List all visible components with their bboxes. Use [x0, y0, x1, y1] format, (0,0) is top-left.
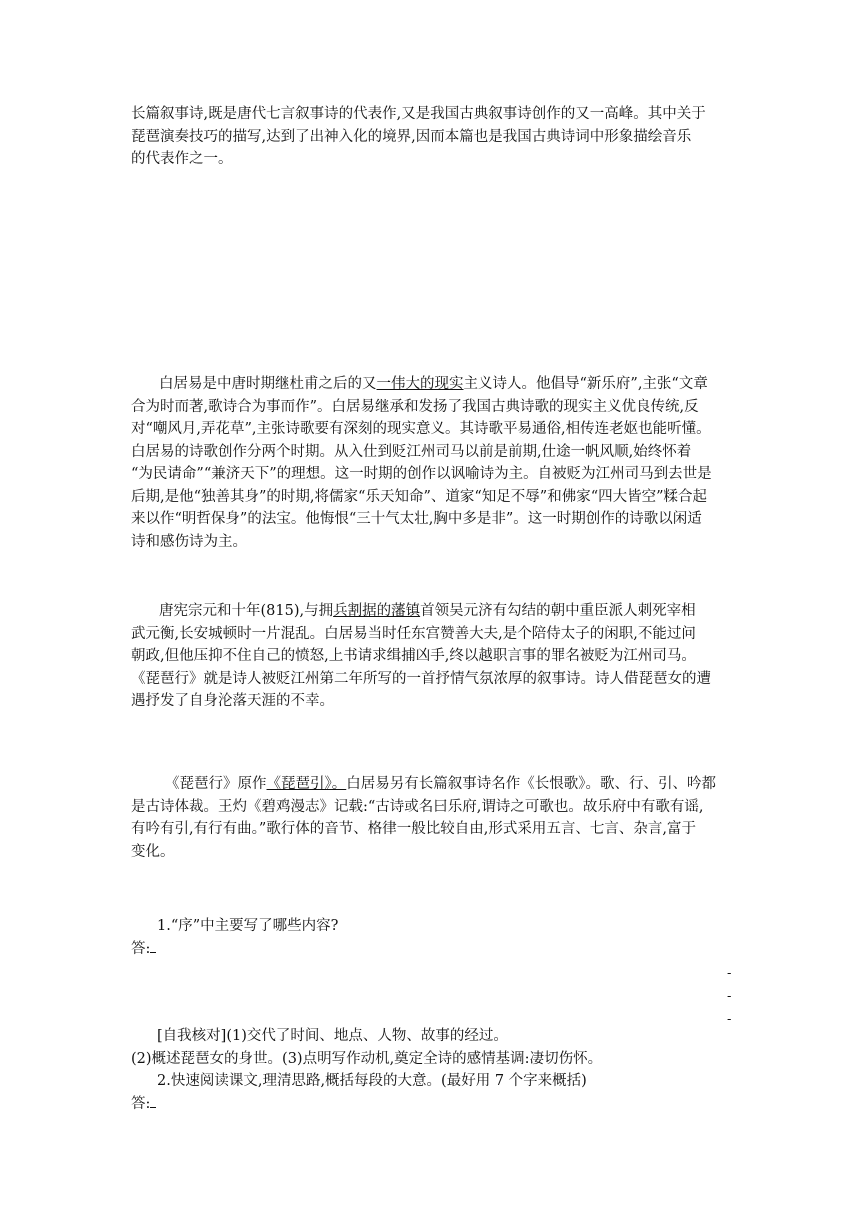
genre-paragraph — [131, 773, 731, 863]
underlined-term: 兵割据的藩镇 — [333, 603, 421, 619]
text-line: 遇抒发了自身沦落天涯的不幸。 — [131, 693, 334, 709]
text-line: 变化。 — [131, 843, 175, 860]
text-line: 来以作“明哲保身”的法宝。他悔恨“三十气太壮,胸中多是非”。这一时期创作的诗歌以闲适 — [131, 511, 702, 527]
text-line: 后期,是他“独善其身”的时期,将儒家“乐天知命”、道家“知足不辱”和佛家“四大皆空”糅合起 — [131, 488, 708, 505]
answer-dash: - — [727, 1012, 732, 1027]
question-1 — [131, 915, 731, 960]
text-line: 《琵琶行》就是诗人被贬江州第二年所写的一首抒情气氛浓厚的叙事诗。诗人借琵琶女的遭 — [131, 670, 711, 687]
text-line: 长篇叙事诗,既是唐代七言叙事诗的代表作,又是我国古典叙事诗创作的又一高峰。其中关于 — [131, 106, 706, 122]
answer-dash: - — [727, 989, 732, 1004]
answer-blank[interactable] — [150, 938, 156, 953]
text-line: 诗和感伤诗为主。 — [131, 533, 247, 550]
underlined-term: 一伟大的现实 — [376, 376, 464, 392]
text-line: 对“嘲风月,弄花草”,主张诗歌要有深刻的现实意义。其诗歌平易通俗,相传连老妪也能听懂。 — [131, 421, 711, 437]
answer-line — [131, 1093, 731, 1116]
text-line: 白居易的诗歌创作分两个时期。从入仕到贬江州司马以前是前期,仕途一帆风顺,始终怀着 — [131, 443, 692, 460]
background-paragraph — [131, 600, 731, 713]
text-line: 有吟有引,有行有曲。”歌行体的音节、格律一般比较自由,形式采用五言、七言、杂言,富于 — [131, 821, 696, 837]
question-text: 1.“序”中主要写了哪些内容? — [157, 918, 339, 934]
question-text: 2.快速阅读课文,理清思路,概括每段的大意。(最好用 7 个字来概括) — [157, 1073, 587, 1089]
text-segment: 白居易另有长篇叙事诗名作《长恨歌》。歌、行、引、吟都 — [346, 776, 716, 792]
intro-paragraph — [131, 103, 731, 171]
text-segment: 主义诗人。他倡导“新乐府”,主张“文章 — [463, 376, 708, 392]
text-line — [131, 600, 731, 623]
text-line: 朝政,但他压抑不住自己的愤怒,上书请求缉捕凶手,终以越职言事的罪名被贬为江州司马。 — [131, 648, 696, 664]
answer-dash: - — [727, 966, 732, 981]
text-line: 的代表作之一。 — [131, 151, 233, 167]
author-paragraph — [131, 373, 731, 553]
question-2 — [131, 1070, 731, 1115]
text-line: 琵琶演奏技巧的描写,达到了出神入化的境界,因而本篇也是我国古典诗词中形象描绘音乐 — [131, 128, 692, 145]
text-line: 合为时而著,歌诗合为事而作”。白居易继承和发扬了我国古典诗歌的现实主义优良传统,反 — [131, 398, 699, 415]
answer-line — [131, 938, 731, 961]
answer-blank[interactable] — [150, 1093, 156, 1108]
answer-label: 答: — [131, 940, 151, 957]
text-line — [131, 773, 731, 796]
text-segment: 首领吴元济有勾结的朝中重臣派人刺死宰相 — [420, 603, 696, 619]
answer-label: 答: — [131, 1095, 151, 1112]
self-check-line: (2)概述琵琶女的身世。(3)点明写作动机,奠定全诗的感情基调:凄切伤怀。 — [131, 1050, 603, 1067]
underlined-term: 《琵琶引》。 — [266, 776, 347, 792]
text-line: 是古诗体裁。王灼《碧鸡漫志》记载:“古诗或名曰乐府,谓诗之可歌也。故乐府中有歌有谣, — [131, 798, 704, 815]
text-line: “为民请命”“兼济天下”的理想。这一时期的创作以讽喻诗为主。自被贬为江州司马到去世是 — [131, 466, 712, 482]
self-check-line: [自我核对](1)交代了时间、地点、人物、故事的经过。 — [157, 1028, 508, 1044]
text-line: 武元衡,长安城顿时一片混乱。白居易当时任东宫赞善大夫,是个陪侍太子的闲职,不能过问 — [131, 625, 696, 642]
text-segment: 唐宪宗元和十年(815),与拥 — [159, 603, 334, 619]
text-segment: 白居易是中唐时期继杜甫之后的又 — [159, 376, 377, 392]
text-line — [131, 373, 731, 396]
text-segment: 《琵琶行》原作 — [165, 776, 267, 792]
self-check — [131, 1025, 731, 1070]
